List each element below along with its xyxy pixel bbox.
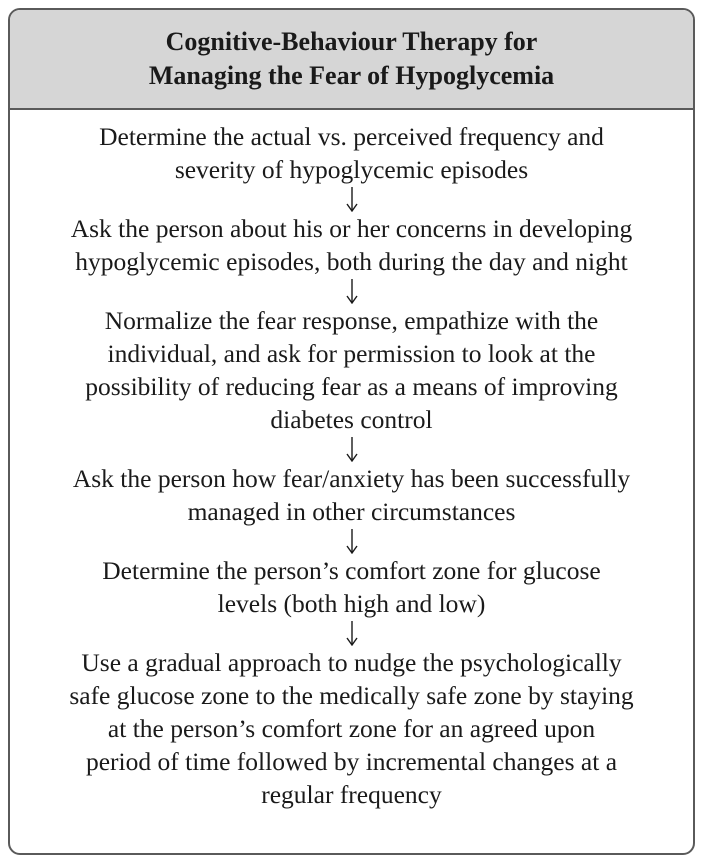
title-line-2: Managing the Fear of Hypoglycemia: [148, 61, 555, 90]
step-5-line-2: levels (both high and low): [217, 589, 486, 618]
down-arrow-icon: [345, 436, 359, 462]
step-6-line-1: Use a gradual approach to nudge the psychologically: [81, 648, 622, 677]
step-6-line-3: at the person’s comfort zone for an agreed upon: [107, 714, 596, 743]
step-4-line-1: Ask the person how fear/anxiety has been successfully: [72, 464, 631, 493]
flowchart-frame: [8, 8, 695, 855]
step-3-line-3: possibility of reducing fear as a means of improving: [85, 372, 618, 401]
step-4-line-2: managed in other circumstances: [187, 497, 516, 526]
down-arrow-icon: [345, 620, 359, 646]
down-arrow-icon: [345, 278, 359, 304]
flowchart-header: [10, 10, 693, 110]
step-1: [17, 120, 687, 186]
step-1-line-1: Determine the actual vs. perceived frequency and: [99, 122, 604, 151]
step-6-line-4: period of time followed by incremental changes at a: [85, 747, 618, 776]
step-2: [17, 212, 687, 278]
down-arrow-icon: [345, 528, 359, 554]
step-6-line-5: regular frequency: [261, 780, 442, 809]
flowchart-steps: [10, 110, 693, 811]
step-2-line-2: hypoglycemic episodes, both during the day and night: [75, 247, 628, 276]
step-3: [17, 304, 687, 436]
step-6: [17, 646, 687, 811]
step-3-line-1: Normalize the fear response, empathize with the: [104, 306, 599, 335]
step-2-line-1: Ask the person about his or her concerns in developing: [70, 214, 633, 243]
title-line-1: Cognitive-Behaviour Therapy for: [165, 27, 538, 56]
step-3-line-2: individual, and ask for permission to look at the: [107, 339, 596, 368]
step-5-line-1: Determine the person’s comfort zone for glucose: [102, 556, 601, 585]
step-5: [17, 554, 687, 620]
step-6-line-2: safe glucose zone to the medically safe zone by staying: [69, 681, 634, 710]
step-3-line-4: diabetes control: [270, 405, 433, 434]
step-4: [17, 462, 687, 528]
down-arrow-icon: [345, 186, 359, 212]
step-1-line-2: severity of hypoglycemic episodes: [174, 155, 529, 184]
